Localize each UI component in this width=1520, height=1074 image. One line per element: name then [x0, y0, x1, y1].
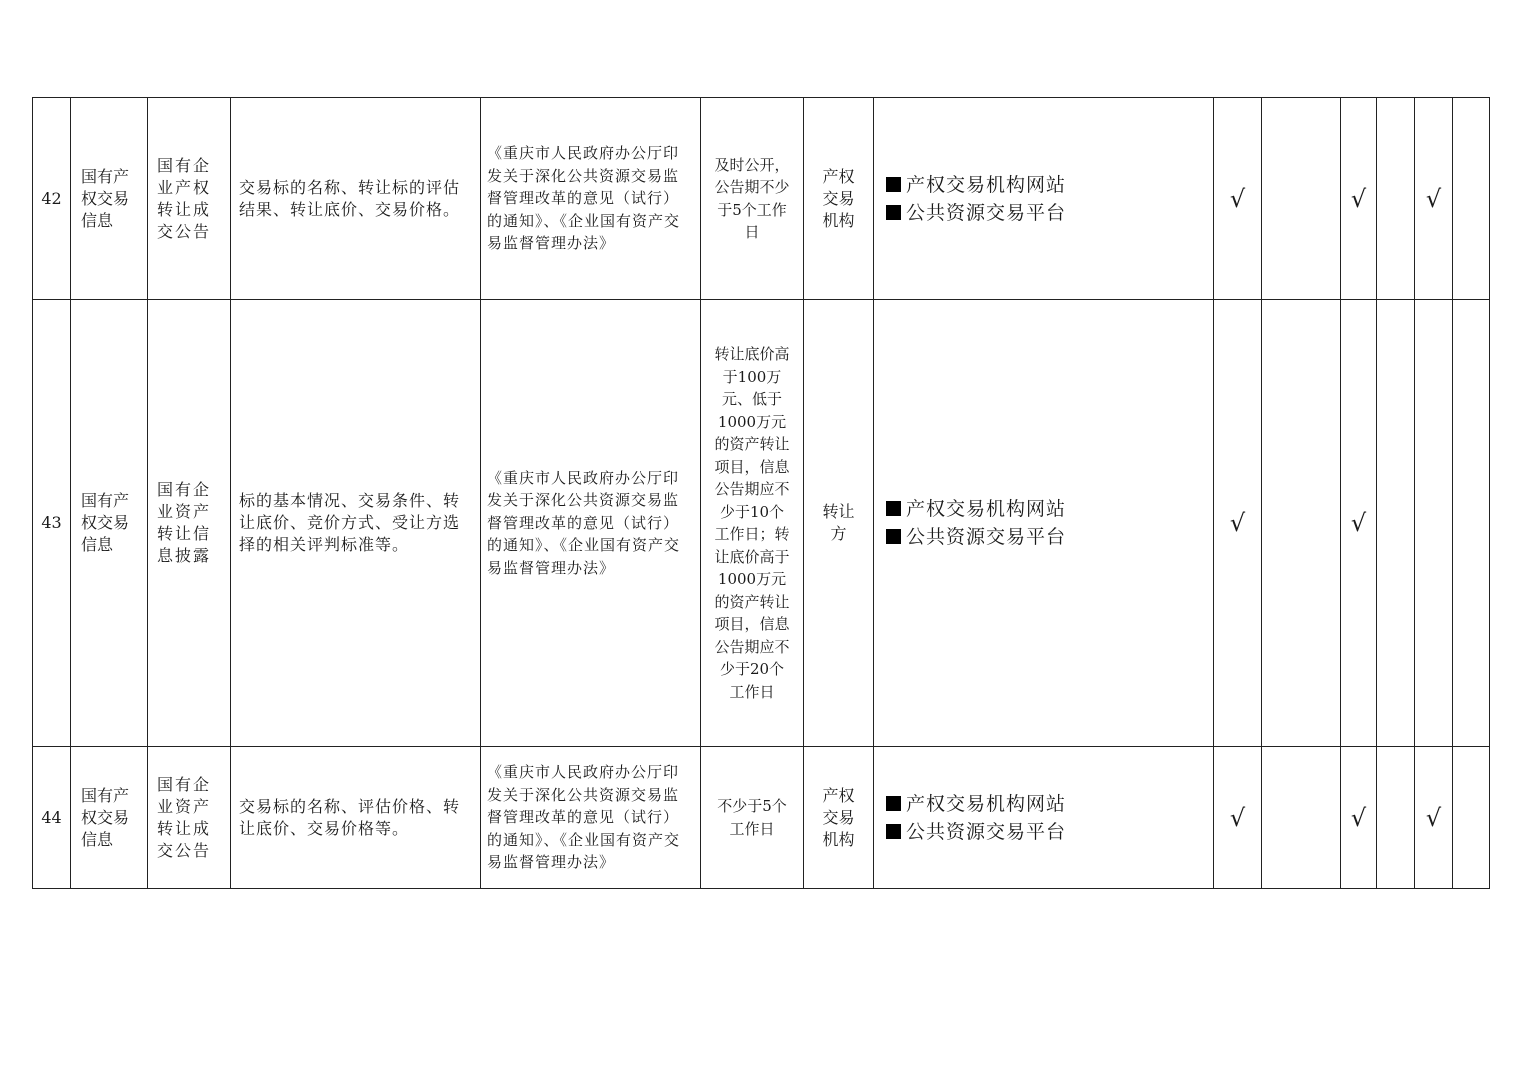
table-row — [33, 98, 1490, 300]
disclosure-subject: 转让方 — [804, 300, 874, 747]
channel-item — [886, 818, 1213, 846]
check-cell — [1377, 300, 1415, 747]
channel-item — [886, 523, 1213, 551]
channel-item — [886, 495, 1213, 523]
disclosure-basis: 《重庆市人民政府办公厅印发关于深化公共资源交易监督管理改革的意见（试行）的通知》、《企业国有资产交易监督管理办法》 — [481, 98, 701, 300]
black-square-icon — [886, 177, 901, 192]
black-square-icon — [886, 824, 901, 839]
check-cell: √ — [1415, 747, 1453, 889]
check-cell — [1377, 98, 1415, 300]
check-cell — [1415, 300, 1453, 747]
check-cell: √ — [1214, 98, 1262, 300]
disclosure-content: 标的基本情况、交易条件、转让底价、竞价方式、受让方选择的相关评判标准等。 — [231, 300, 481, 747]
disclosure-basis: 《重庆市人民政府办公厅印发关于深化公共资源交易监督管理改革的意见（试行）的通知》、《企业国有资产交易监督管理办法》 — [481, 747, 701, 889]
disclosure-content: 交易标的名称、评估价格、转让底价、交易价格等。 — [231, 747, 481, 889]
disclosure-channels — [874, 300, 1214, 747]
check-cell — [1262, 300, 1341, 747]
disclosure-subject: 产权交易机构 — [804, 98, 874, 300]
check-cell — [1453, 300, 1490, 747]
black-square-icon — [886, 529, 901, 544]
channel-label: 公共资源交易平台 — [906, 820, 1067, 843]
black-square-icon — [886, 205, 901, 220]
disclosure-content: 交易标的名称、转让标的评估结果、转让底价、交易价格。 — [231, 98, 481, 300]
disclosure-table — [32, 97, 1490, 889]
channel-label: 产权交易机构网站 — [906, 173, 1067, 196]
row-number: 42 — [33, 98, 71, 300]
time-limit: 不少于5个工作日 — [701, 747, 804, 889]
category-level-1: 国有产权交易信息 — [71, 300, 148, 747]
row-number: 44 — [33, 747, 71, 889]
category-level-2: 国有企业资产转让成交公告 — [148, 747, 231, 889]
channel-label: 产权交易机构网站 — [906, 498, 1067, 520]
disclosure-basis: 《重庆市人民政府办公厅印发关于深化公共资源交易监督管理改革的意见（试行）的通知》、《企业国有资产交易监督管理办法》 — [481, 300, 701, 747]
check-cell: √ — [1341, 98, 1377, 300]
check-cell: √ — [1214, 747, 1262, 889]
disclosure-subject: 产权交易机构 — [804, 747, 874, 889]
channel-item — [886, 199, 1213, 227]
check-cell — [1453, 98, 1490, 300]
disclosure-channels — [874, 747, 1214, 889]
check-cell — [1377, 747, 1415, 889]
check-cell: √ — [1341, 300, 1377, 747]
check-cell: √ — [1415, 98, 1453, 300]
check-cell — [1262, 747, 1341, 889]
disclosure-channels — [874, 98, 1214, 300]
channel-item — [886, 171, 1213, 199]
time-limit: 及时公开，公告期不少于5个工作日 — [701, 98, 804, 300]
row-number: 43 — [33, 300, 71, 747]
category-level-2: 国有企业资产转让信息披露 — [148, 300, 231, 747]
black-square-icon — [886, 501, 901, 516]
check-cell — [1453, 747, 1490, 889]
check-cell: √ — [1214, 300, 1262, 747]
check-cell: √ — [1341, 747, 1377, 889]
table-row — [33, 747, 1490, 889]
channel-label: 公共资源交易平台 — [906, 201, 1067, 224]
table-row — [33, 300, 1490, 747]
channel-item — [886, 790, 1213, 818]
channel-label: 公共资源交易平台 — [906, 526, 1067, 548]
category-level-1: 国有产权交易信息 — [71, 98, 148, 300]
category-level-1: 国有产权交易信息 — [71, 747, 148, 889]
channel-label: 产权交易机构网站 — [906, 792, 1067, 815]
category-level-2: 国有企业产权转让成交公告 — [148, 98, 231, 300]
time-limit: 转让底价高于100万元、低于1000万元的资产转让项目，信息公告期应不少于10个工作日；转让底价高于1000万元的资产转让项目，信息公告期应不少于20个工作日 — [701, 300, 804, 747]
black-square-icon — [886, 796, 901, 811]
check-cell — [1262, 98, 1341, 300]
